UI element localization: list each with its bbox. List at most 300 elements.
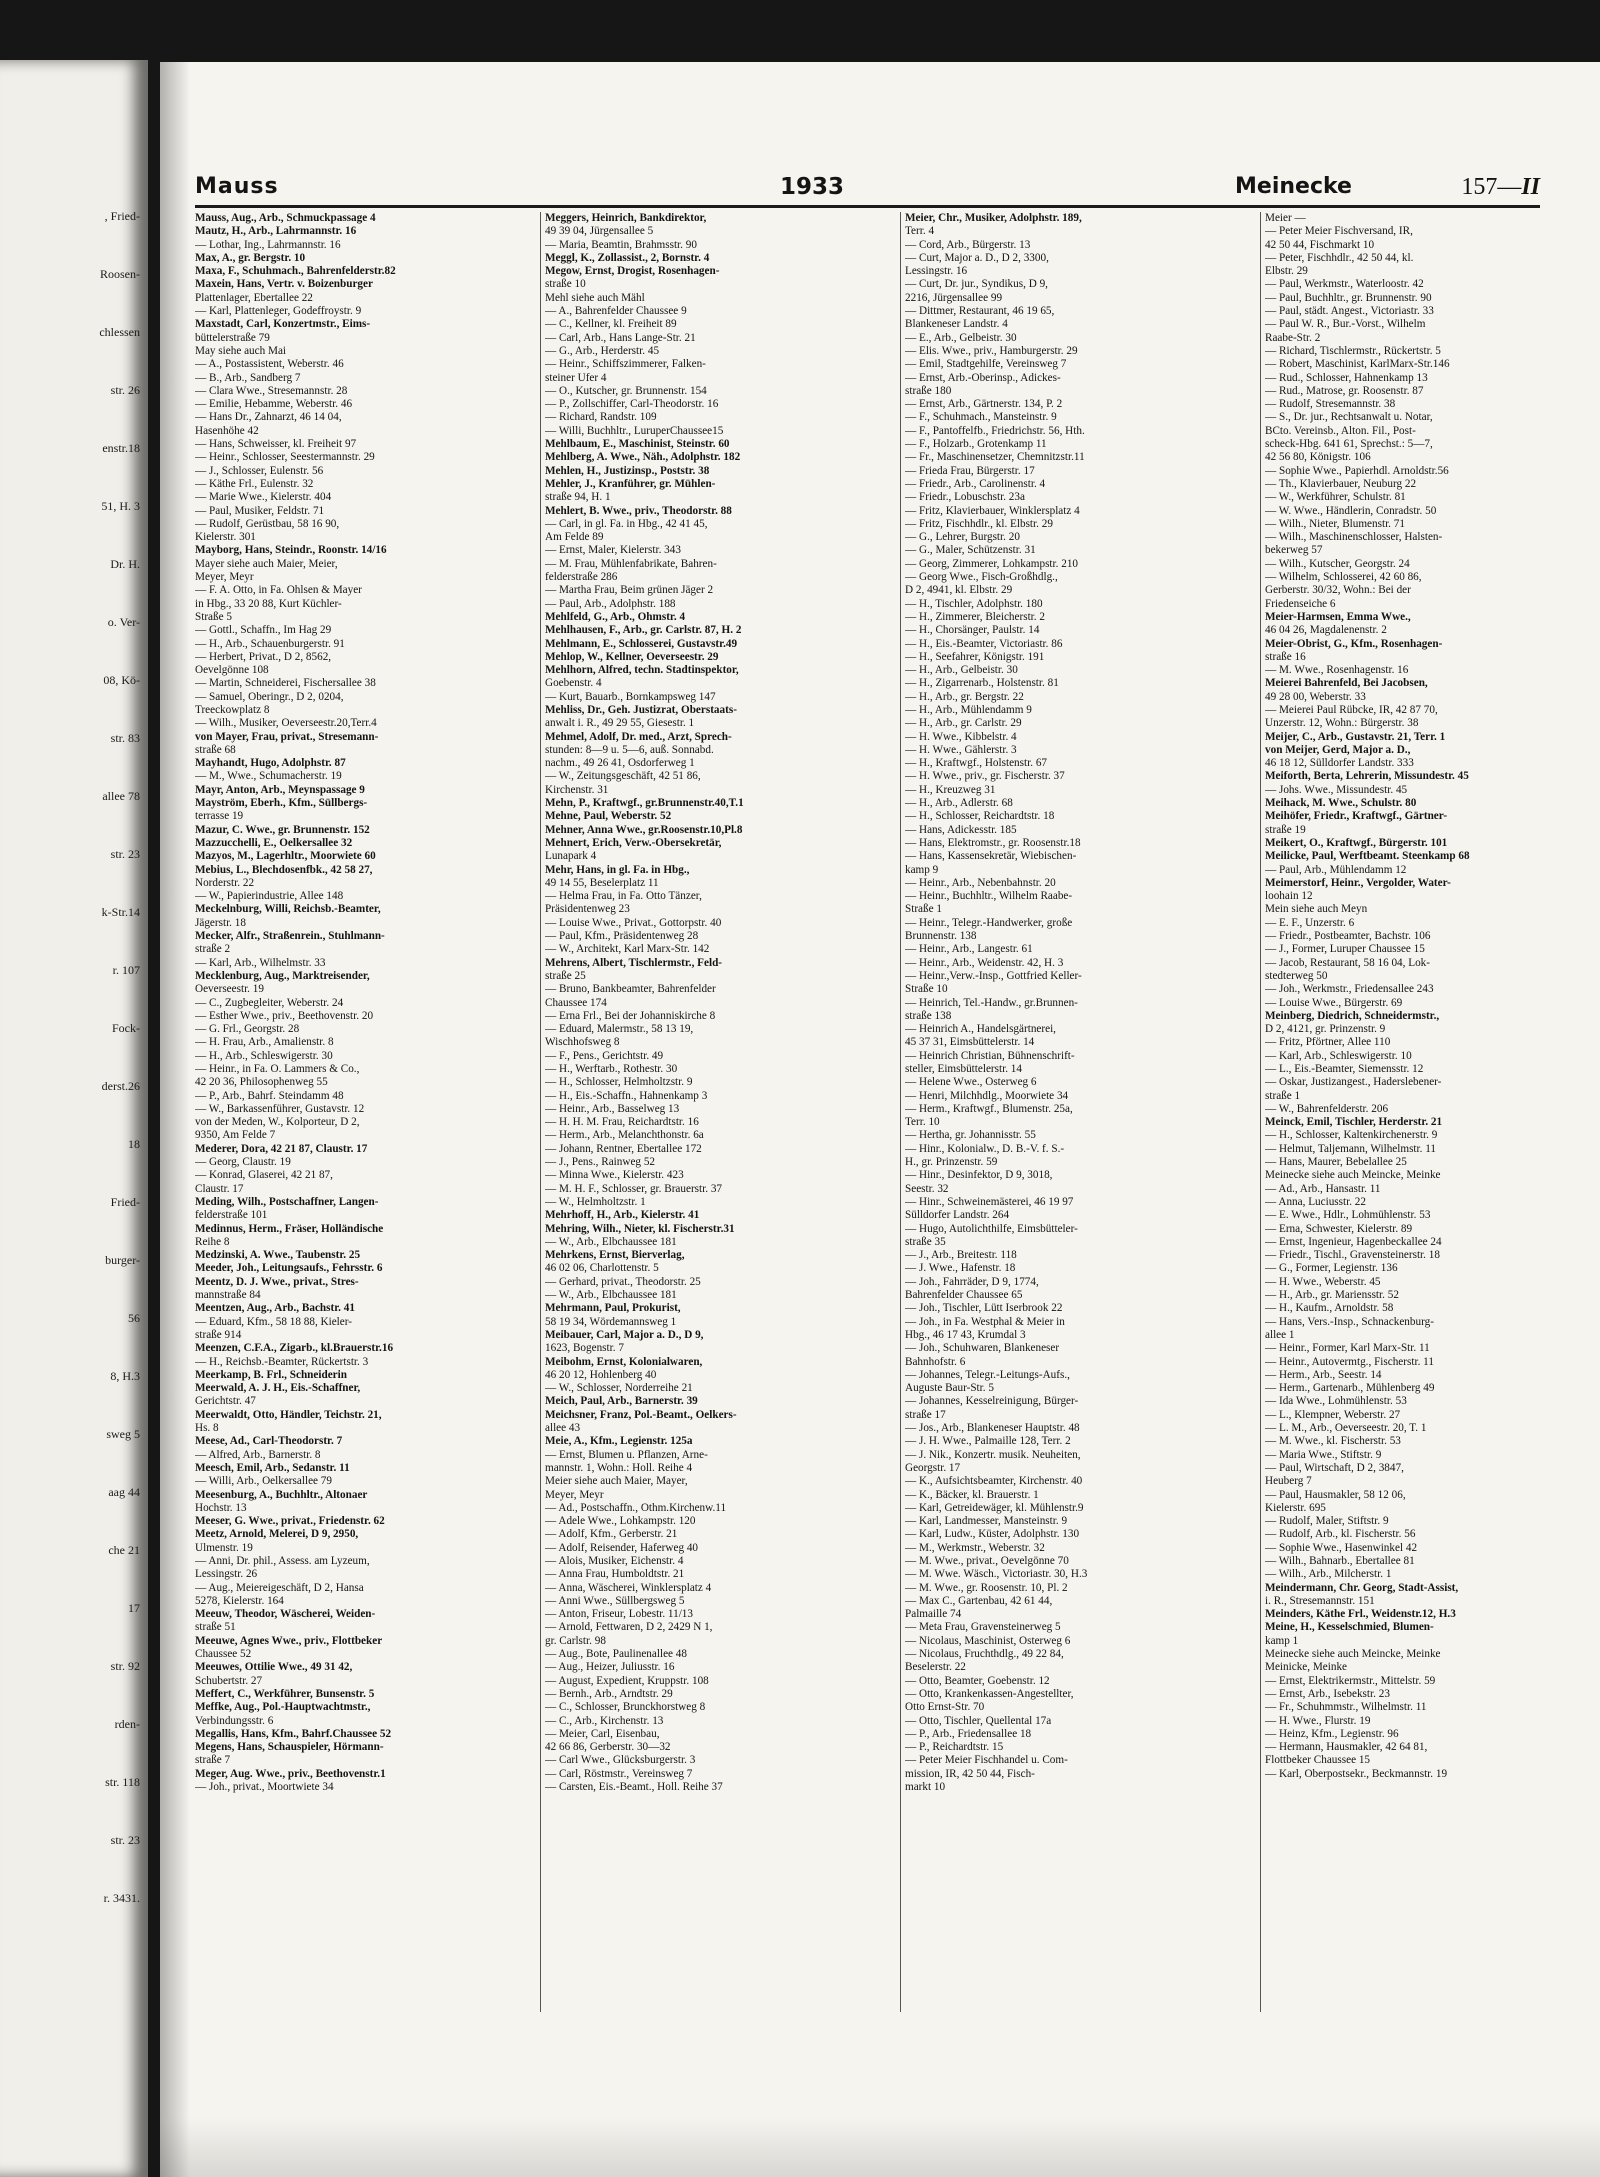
directory-entry: — H., Zimmerer, Bleicherstr. 2 [905,610,1045,623]
directory-entry: — W. Wwe., Händlerin, Conradstr. 50 [1265,504,1437,517]
directory-entry: — Otto, Beamter, Goebenstr. 12 [905,1674,1050,1687]
directory-entry: Meier-Harmsen, Emma Wwe., [1265,610,1411,623]
directory-entry: straße 19 [1265,823,1306,836]
directory-entry: — Friedr., Arb., Carolinenstr. 4 [905,477,1046,490]
directory-entry: mannstr. 1, Wohn.: Holl. Reihe 4 [545,1461,693,1474]
directory-entry: — Friedr., Postbeamter, Bachstr. 106 [1265,930,1431,943]
directory-entry: terrasse 19 [195,810,244,823]
directory-entry: — M. Frau, Mühlenfabrikate, Bahren- [545,557,717,570]
directory-entry: straße 51 [195,1621,236,1634]
left-page-fragment: 8, H.3 [110,1369,140,1383]
directory-entry: — Ad., Arb., Hansastr. 11 [1265,1182,1381,1195]
directory-entry: — Helene Wwe., Osterweg 6 [905,1076,1037,1089]
directory-entry: — Heinr., Arb., Weidenstr. 42, H. 3 [905,956,1064,969]
directory-entry: — W., Zeitungsgeschäft, 42 51 86, [545,770,701,783]
directory-entry: — Paul, städt. Angest., Victoriastr. 33 [1265,305,1434,318]
directory-entry: — Sophie Wwe., Papierhdl. Arnoldstr.56 [1265,464,1449,477]
directory-entry: Hasenhöhe 42 [195,424,259,437]
directory-entry: — W., Arb., Elbchaussee 181 [545,1289,677,1302]
left-page-fragment: 56 [128,1311,140,1325]
directory-entry: allee 43 [545,1422,581,1435]
directory-entry: — Georg, Zimmerer, Lohkampstr. 210 [905,557,1079,570]
directory-entry: — Arnold, Fettwaren, D 2, 2429 N 1, [545,1621,713,1634]
directory-entry: stedterweg 50 [1265,969,1328,982]
directory-entry: Lessingstr. 26 [195,1568,258,1581]
directory-entry: Mehl siehe auch Mähl [545,291,645,304]
directory-entry: — H., Schlosser, Helmholtzstr. 9 [545,1076,693,1089]
directory-entry: — Helmut, Taljemann, Wilhelmstr. 11 [1265,1142,1437,1155]
left-page-fragment: 08, Kö- [103,673,140,687]
directory-entry: — Anna Frau, Humboldtstr. 21 [545,1568,685,1581]
left-page-edge [0,60,148,2177]
directory-entry: — C., Arb., Kirchenstr. 13 [545,1714,664,1727]
directory-entry: Jägerstr. 18 [195,916,246,929]
directory-entry: — J., Former, Luruper Chaussee 15 [1265,943,1425,956]
directory-entry: Bahnhofstr. 6 [905,1355,966,1368]
directory-entry: — Hinr., Desinfektor, D 9, 3018, [905,1169,1053,1182]
directory-entry: — Paul, Arb., Mühlendamm 12 [1265,863,1407,876]
directory-entry: Straße 10 [905,983,948,996]
directory-entry: — Hermann, Hausmakler, 42 64 81, [1265,1741,1428,1754]
directory-entry: — Anton, Friseur, Lobestr. 11/13 [545,1608,693,1621]
directory-entry: — Rudolf, Arb., kl. Fischerstr. 56 [1265,1528,1416,1541]
directory-entry: 49 28 00, Weberstr. 33 [1265,690,1366,703]
directory-entry: — Lothar, Ing., Lahrmannstr. 16 [195,238,341,251]
directory-entry: — F., Pens., Gerichtstr. 49 [545,1049,664,1062]
directory-entry: straße 138 [905,1009,952,1022]
directory-entry: — Karl, Landmesser, Mansteinstr. 9 [905,1515,1068,1528]
directory-entry: — W., Helmholtzstr. 1 [545,1195,646,1208]
left-page-fragment: str. 83 [110,731,140,745]
directory-entry: — E., Arb., Gelbeistr. 30 [905,331,1017,344]
directory-entry: — Th., Klavierbauer, Neuburg 22 [1265,477,1417,490]
directory-entry: — Gottl., Schaffn., Im Hag 29 [195,624,332,637]
left-page-fragment: Fried- [110,1195,140,1209]
directory-entry: Palmaille 74 [905,1608,962,1621]
directory-entry: — Heinr., Schlosser, Seestermannstr. 29 [195,451,375,464]
directory-entry: Mautz, H., Arb., Lahrmannstr. 16 [195,225,357,238]
directory-entry: — C., Kellner, kl. Freiheit 89 [545,318,677,331]
directory-entry: — J. Wwe., Hafenstr. 18 [905,1262,1016,1275]
directory-entry: — Paul, Arb., Adolphstr. 188 [545,597,676,610]
directory-entry: — Hans, Vers.-Insp., Schnackenburg- [1265,1315,1434,1328]
directory-entry: — J., Arb., Breitestr. 118 [905,1249,1017,1262]
directory-entry: 46 04 26, Magdalenenstr. 2 [1265,624,1387,637]
directory-entry: 46 20 12, Hohlenberg 40 [545,1368,657,1381]
directory-entry: — F. A. Otto, in Fa. Ohlsen & Mayer [195,584,362,597]
directory-entry: Mebius, L., Blechdosenfbk., 42 58 27, [195,863,373,876]
directory-entry: — Hans, Elektromstr., gr. Roosenstr.18 [905,836,1081,849]
directory-entry: — Willi, Buchhltr., LuruperChaussee15 [545,424,724,437]
directory-entry: — Alfred, Arb., Barnerstr. 8 [195,1448,321,1461]
directory-entry: Terr. 4 [905,225,935,238]
directory-entry: Meine, H., Kesselschmied, Blumen- [1265,1621,1434,1634]
directory-entry: felderstraße 101 [195,1209,268,1222]
directory-entry: — Henri, Milchhdlg., Moorwiete 34 [905,1089,1069,1102]
directory-entry: — H., Tischler, Adolphstr. 180 [905,597,1043,610]
directory-entry: Reihe 8 [195,1235,230,1248]
directory-entry: Mehrmann, Paul, Prokurist, [545,1302,681,1315]
directory-entry: — L. M., Arb., Oeverseestr. 20, T. 1 [1265,1422,1427,1435]
left-page-fragment: derst.26 [101,1079,140,1093]
left-page-fragment: str. 23 [110,847,140,861]
directory-entry: — Hinr., Kolonialw., D. B.-V. f. S.- [905,1142,1065,1155]
directory-entry: Mauss, Aug., Arb., Schmuckpassage 4 [195,212,376,224]
directory-entry: Meindermann, Chr. Georg, Stadt-Assist, [1265,1581,1459,1594]
directory-entry: — Joh., Tischler, Lütt Iserbrook 22 [905,1302,1063,1315]
directory-entry: — Rudolf, Stresemannstr. 38 [1265,398,1396,411]
left-page-fragment: enstr.18 [102,441,140,455]
directory-entry: Mehring, Wilh., Nieter, kl. Fischerstr.31 [545,1222,735,1235]
directory-entry: straße 180 [905,384,952,397]
directory-entry: — Herm., Kraftwgf., Blumenstr. 25a, [905,1102,1073,1115]
directory-entry: — P., Arb., Bahrf. Steindamm 48 [195,1089,344,1102]
directory-entry: Bahrenfelder Chaussee 65 [905,1289,1023,1302]
directory-entry: — Wilhelm, Schlosserei, 42 60 86, [1265,571,1422,584]
directory-entry: Meich, Paul, Arb., Barnerstr. 39 [545,1395,698,1408]
directory-entry: — Paul, Wirtschaft, D 2, 3847, [1265,1461,1404,1474]
directory-entry: — Heinr., Schiffszimmerer, Falken- [545,358,706,371]
directory-entry: — Meier, Carl, Eisenbau, [545,1727,660,1740]
directory-entry: — M. Wwe. Wäsch., Victoriastr. 30, H.3 [905,1568,1088,1581]
directory-entry: — Karl, Oberpostsekr., Beckmannstr. 19 [1265,1767,1448,1780]
directory-entry: Am Felde 89 [545,531,604,544]
directory-entry: — H., Arb., gr. Bergstr. 22 [905,690,1024,703]
directory-entry: — Johannes, Telegr.-Leitungs-Aufs., [905,1368,1070,1381]
directory-entry: — Hans Dr., Zahnarzt, 46 14 04, [195,411,342,424]
directory-entry: von der Meden, W., Kolporteur, D 2, [195,1116,360,1129]
directory-entry: — H., Arb., Mühlendamm 9 [905,703,1032,716]
directory-entry: — W., Architekt, Karl Marx-Str. 142 [545,943,710,956]
directory-entry: — Heinr., Telegr.-Handwerker, große [905,916,1073,929]
directory-entry: 42 66 86, Gerberstr. 30—32 [545,1741,671,1754]
directory-entry: — Aug., Meiereigeschäft, D 2, Hansa [195,1581,364,1594]
directory-entry: Heuberg 7 [1265,1475,1312,1488]
directory-entry: Beselerstr. 22 [905,1661,966,1674]
left-page-fragment: r. 3431. [103,1891,140,1905]
directory-entry: — Rud., Schlosser, Hahnenkamp 13 [1265,371,1428,384]
directory-entry: — Peter, Fischhdlr., 42 50 44, kl. [1265,251,1414,264]
directory-entry: — Sophie Wwe., Hasenwinkel 42 [1265,1541,1418,1554]
directory-entry: Hs. 8 [195,1422,219,1435]
directory-entry: — M., Wwe., Schumacherstr. 19 [195,770,342,783]
directory-entry: Mehlhausen, F., Arb., gr. Carlstr. 87, H. 2 [545,624,742,637]
directory-entry: straße 17 [905,1408,946,1421]
directory-entry: Verbindungsstr. 6 [195,1714,274,1727]
directory-entry: — Ad., Postschaffn., Othm.Kirchenw.11 [545,1501,727,1514]
directory-entry: — M. H. F., Schlosser, gr. Brauerstr. 37 [545,1182,723,1195]
directory-page [160,62,1600,2177]
directory-entry: — Dittmer, Restaurant, 46 19 65, [905,305,1055,318]
directory-entry: — Eduard, Malermstr., 58 13 19, [545,1023,694,1036]
directory-entry: D 2, 4121, gr. Prinzenstr. 9 [1265,1023,1386,1036]
directory-entry: — Anni, Dr. phil., Assess. am Lyzeum, [195,1554,370,1567]
directory-entry: — E. F., Unzerstr. 6 [1265,916,1355,929]
directory-entry: — Carl Wwe., Glücksburgerstr. 3 [545,1754,696,1767]
directory-entry: — Anna, Luciusstr. 22 [1265,1195,1366,1208]
directory-entry: — K., Bäcker, kl. Brauerstr. 1 [905,1488,1039,1501]
directory-entry: — Ernst, Ingenieur, Hagenbeckallee 24 [1265,1235,1442,1248]
directory-entry: markt 10 [905,1781,946,1794]
left-page-fragment: Dr. H. [110,557,140,571]
directory-entry: Oevelgönne 108 [195,664,269,677]
directory-entry: — Hans, Kassensekretär, Wiebischen- [905,850,1077,863]
directory-entry: — Friedr., Tischl., Gravensteinerstr. 18 [1265,1249,1440,1262]
directory-entry: — Joh., Fahrräder, D 9, 1774, [905,1275,1039,1288]
directory-entry: Meier-Obrist, G., Kfm., Rosenhagen- [1265,637,1443,650]
directory-entry: straße 94, H. 1 [545,491,611,504]
directory-entry: Meier — [1265,212,1306,224]
directory-entry: — Adele Wwe., Lohkampstr. 120 [545,1515,696,1528]
directory-entry: 9350, Am Felde 7 [195,1129,276,1142]
directory-entry: Blankeneser Landstr. 4 [905,318,1008,331]
directory-entry: — Ernst, Maler, Kielerstr. 343 [545,544,681,557]
directory-entry: 46 02 06, Charlottenstr. 5 [545,1262,659,1275]
directory-entry: — Samuel, Oberingr., D 2, 0204, [195,690,344,703]
directory-entry: — Hans, Maurer, Bebelallee 25 [1265,1156,1407,1169]
directory-entry: — Ernst, Elektrikermstr., Mittelstr. 59 [1265,1674,1436,1687]
directory-entry: — H., Zigarrenarb., Holstenstr. 81 [905,677,1059,690]
directory-entry: — H. Wwe., Gählerstr. 3 [905,743,1017,756]
page-number [1461,174,1540,201]
left-page-fragment: burger- [105,1253,140,1267]
directory-entry: — Rudolf, Gerüstbau, 58 16 90, [195,517,340,530]
directory-entry: — Joh., Werkmstr., Friedensallee 243 [1265,983,1434,996]
directory-entry: — H., Schlosser, Kaltenkirchenerstr. 9 [1265,1129,1438,1142]
directory-entry: büttelerstraße 79 [195,331,270,344]
directory-entry: — Willi, Arb., Oelkersallee 79 [195,1475,332,1488]
directory-entry: in Hbg., 33 20 88, Kurt Küchler- [195,597,342,610]
directory-entry: mannstraße 84 [195,1289,261,1302]
directory-entry: felderstraße 286 [545,571,618,584]
directory-entry: mission, IR, 42 50 44, Fisch- [905,1767,1035,1780]
directory-entry: Mehnert, Erich, Verw.-Obersekretär, [545,836,722,849]
directory-entry: Meerkamp, B. Frl., Schneiderin [195,1368,347,1381]
left-page-fragment: str. 26 [110,383,140,397]
directory-entry: straße 2 [195,943,231,956]
column-divider [900,212,901,2012]
directory-entry: Mayborg, Hans, Steindr., Roonstr. 14/16 [195,544,387,557]
directory-entry: bekerweg 57 [1265,544,1323,557]
directory-entry: — Fr., Maschinensetzer, Chemnitzstr.11 [905,451,1085,464]
directory-entry: Maxstadt, Carl, Konzertmstr., Eims- [195,318,371,331]
directory-entry: — J. Nik., Konzertr. musik. Neuheiten, [905,1448,1081,1461]
directory-entry: May siehe auch Mai [195,344,287,357]
directory-entry: Mayer siehe auch Maier, Meier, [195,557,338,570]
directory-entry: — E. Wwe., Hdlr., Lohmühlenstr. 53 [1265,1209,1431,1222]
directory-entry: BCto. Vereinsb., Alton. Fil., Post- [1265,424,1416,437]
directory-entry: — Carl, Röstmstr., Vereinsweg 7 [545,1767,693,1780]
directory-entry: — Peter Meier Fischversand, IR, [1265,225,1413,238]
directory-entry: Meerwald, A. J. H., Eis.-Schaffner, [195,1382,361,1395]
directory-entry: Plattenlager, Ebertallee 22 [195,291,313,304]
directory-entry: Mehrens, Albert, Tischlermstr., Feld- [545,956,723,969]
directory-entry: — Wilh., Kutscher, Georgstr. 24 [1265,557,1410,570]
directory-entry: Meilicke, Paul, Werftbeamt. Steenkamp 68 [1265,850,1470,863]
entries-column-4 [1265,212,1553,1781]
directory-entry: Unzerstr. 12, Wohn.: Bürgerstr. 38 [1265,717,1419,730]
directory-entry: Ulmenstr. 19 [195,1541,253,1554]
directory-entry: Meinecke siehe auch Meincke, Meinke [1265,1648,1441,1661]
directory-entry: Präsidentenweg 23 [545,903,630,916]
directory-entry: loohain 12 [1265,890,1313,903]
directory-entry: — Wilh., Bahnarb., Ebertallee 81 [1265,1554,1415,1567]
directory-entry: scheck-Hbg. 641 61, Sprechst.: 5—7, [1265,438,1433,451]
directory-entry: — Heinr., Arb., Basselweg 13 [545,1102,680,1115]
directory-entry: — Georg, Claustr. 19 [195,1156,291,1169]
directory-entry: — Karl, Plattenleger, Godeffroystr. 9 [195,305,362,318]
directory-entry: Meie, A., Kfm., Legienstr. 125a [545,1435,693,1448]
directory-entry: — P., Arb., Friedensallee 18 [905,1727,1032,1740]
directory-entry: H., gr. Prinzenstr. 59 [905,1156,998,1169]
directory-entry: — G., Maler, Schützenstr. 31 [905,544,1036,557]
directory-entry: Meggl, K., Zollassist., 2, Bornstr. 4 [545,251,710,264]
directory-entry: — H. Wwe., Weberstr. 45 [1265,1275,1381,1288]
directory-entry: — M. Wwe., Rosenhagenstr. 16 [1265,664,1409,677]
directory-entry: Medzinski, A. Wwe., Taubenstr. 25 [195,1249,361,1262]
directory-entry: — Friedr., Lobuschstr. 23a [905,491,1025,504]
directory-entry: — Wilh., Arb., Milcherstr. 1 [1265,1568,1392,1581]
directory-entry: — Heinr., Former, Karl Marx-Str. 11 [1265,1342,1430,1355]
directory-entry: — Curt, Dr. jur., Syndikus, D 9, [905,278,1048,291]
directory-entry: Mehler, J., Kranführer, gr. Mühlen- [545,477,716,490]
left-page-fragment: Fock- [112,1021,140,1035]
directory-entry: — H. Wwe., Kibbelstr. 4 [905,730,1017,743]
directory-entry: — M., Werkmstr., Weberstr. 32 [905,1541,1045,1554]
directory-entry: — Martha Frau, Beim grünen Jäger 2 [545,584,714,597]
directory-entry: — Herbert, Privat., D 2, 8562, [195,650,332,663]
directory-entry: — Paul, Buchhltr., gr. Brunnenstr. 90 [1265,291,1432,304]
directory-entry: Meihack, M. Wwe., Schulstr. 80 [1265,797,1417,810]
directory-entry: — Heinrich Christian, Bühnenschrift- [905,1049,1075,1062]
directory-entry: — Gerhard, privat., Theodorstr. 25 [545,1275,701,1288]
directory-entry: Meibohm, Ernst, Kolonialwaren, [545,1355,703,1368]
left-page-fragment: 18 [128,1137,140,1151]
directory-entry: — Adolf, Kfm., Gerberstr. 21 [545,1528,678,1541]
column-divider [540,212,541,2012]
directory-entry: — Fritz, Klavierbauer, Winklersplatz 4 [905,504,1080,517]
directory-entry: Hochstr. 13 [195,1501,247,1514]
directory-entry: steiner Ufer 4 [545,371,607,384]
directory-entry: Meinders, Käthe Frl., Weidenstr.12, H.3 [1265,1608,1456,1621]
directory-entry: Chaussee 52 [195,1648,252,1661]
directory-entry: — B., Arb., Sandberg 7 [195,371,301,384]
directory-entry: — Kurt, Bauarb., Bornkampsweg 147 [545,690,716,703]
directory-entry: Maxa, F., Schuhmach., Bahrenfelderstr.82 [195,265,396,278]
directory-entry: — Aug., Bote, Paulinenallee 48 [545,1648,687,1661]
directory-entry: — Carsten, Eis.-Beamt., Holl. Reihe 37 [545,1781,723,1794]
directory-entry: Mehrkens, Ernst, Bierverlag, [545,1249,685,1262]
directory-entry: — Wilh., Nieter, Blumenstr. 71 [1265,517,1405,530]
directory-entry: Max, A., gr. Bergstr. 10 [195,251,306,264]
directory-entry: — M. Wwe., privat., Oevelgönne 70 [905,1554,1069,1567]
directory-entry: — Richard, Randstr. 109 [545,411,657,424]
directory-entry: Meeuw, Theodor, Wäscherei, Weiden- [195,1608,376,1621]
directory-entry: Meeuwes, Ottilie Wwe., 49 31 42, [195,1661,353,1674]
directory-entry: — W., Schlosser, Norderreihe 21 [545,1382,693,1395]
directory-entry: — Aug., Heizer, Juliusstr. 16 [545,1661,675,1674]
directory-entry: — Hinr., Schweinemästerei, 46 19 97 [905,1195,1074,1208]
directory-entry: — H. Wwe., Flurstr. 19 [1265,1714,1371,1727]
directory-entry: D 2, 4941, kl. Elbstr. 29 [905,584,1013,597]
directory-entry: Mecklenburg, Aug., Marktreisender, [195,969,370,982]
header-year: 1933 [780,174,845,200]
directory-entry: straße 68 [195,743,236,756]
directory-entry: — A., Postassistent, Weberstr. 46 [195,358,344,371]
directory-entry: Medinnus, Herm., Fräser, Holländische [195,1222,384,1235]
directory-entry: Megallis, Hans, Kfm., Bahrf.Chaussee 52 [195,1727,392,1740]
directory-entry: Friedenseiche 6 [1265,597,1336,610]
header-right-keyword: Meinecke [1235,174,1352,199]
directory-entry: — H., Werftarb., Rothestr. 30 [545,1063,678,1075]
left-page-fragment: 17 [128,1601,140,1615]
directory-entry: — Nicolaus, Maschinist, Osterweg 6 [905,1634,1071,1647]
directory-entry: von Mayer, Frau, privat., Stresemann- [195,730,379,743]
directory-entry: — Max C., Gartenbau, 42 61 44, [905,1594,1053,1607]
directory-entry: — Johs. Wwe., Missundestr. 45 [1265,783,1408,796]
directory-entry: — Martin, Schneiderei, Fischersallee 38 [195,677,376,690]
directory-entry: — Heinrich, Tel.-Handw., gr.Brunnen- [905,996,1078,1009]
directory-entry: — H., Arb., Schleswigerstr. 30 [195,1049,333,1062]
directory-entry: — Karl, Ludw., Küster, Adolphstr. 130 [905,1528,1080,1541]
directory-entry: Meger, Aug. Wwe., priv., Beethovenstr.1 [195,1767,386,1780]
directory-entry: — M. Wwe., kl. Fischerstr. 53 [1265,1435,1401,1448]
directory-entry: — J., Pens., Rainweg 52 [545,1156,656,1169]
column-divider [1260,212,1261,2012]
directory-entry: — Heinz, Kfm., Legienstr. 96 [1265,1727,1399,1740]
directory-entry: — Meierei Paul Rübcke, IR, 42 87 70, [1265,703,1438,716]
directory-entry: Mein siehe auch Meyn [1265,903,1368,916]
directory-entry: — F., Pantoffelfb., Friedrichstr. 56, Hth. [905,424,1085,437]
directory-entry: — Emilie, Hebamme, Weberstr. 46 [195,398,353,411]
directory-entry: 49 14 55, Beselerplatz 11 [545,876,659,889]
directory-entry: kamp 1 [1265,1634,1299,1647]
directory-entry: Seestr. 32 [905,1182,949,1195]
directory-entry: — Nicolaus, Fruchthdlg., 49 22 84, [905,1648,1064,1661]
directory-entry: — Ernst, Arb., Isebekstr. 23 [1265,1687,1390,1700]
directory-entry: Auguste Baur-Str. 5 [905,1382,994,1395]
directory-entry: — Jos., Arb., Blankeneser Hauptstr. 48 [905,1422,1080,1435]
directory-entry: — H. Wwe., priv., gr. Fischerstr. 37 [905,770,1065,783]
directory-entry: Meyer, Meyr [195,571,254,584]
directory-entry: — M. Wwe., gr. Roosenstr. 10, Pl. 2 [905,1581,1068,1594]
directory-entry: — G., Former, Legienstr. 136 [1265,1262,1398,1275]
directory-entry: Mehlmann, E., Schlosserei, Gustavstr.49 [545,637,738,650]
directory-entry: straße 35 [905,1235,946,1248]
directory-entry: — Heinr., Autovermtg., Fischerstr. 11 [1265,1355,1434,1368]
page-number-roman: II [1521,174,1540,200]
directory-entry: — W., Bahrenfelderstr. 206 [1265,1102,1389,1115]
left-page-fragment: 51, H. 3 [101,499,140,513]
directory-entry: — J. H. Wwe., Palmaille 128, Terr. 2 [905,1435,1071,1448]
directory-entry: — P., Reichardtstr. 15 [905,1741,1004,1754]
directory-entry: — Heinr., Arb., Nebenbahnstr. 20 [905,876,1056,889]
directory-entry: Kirchenstr. 31 [545,783,609,796]
directory-entry: Kielerstr. 695 [1265,1501,1326,1514]
left-page-fragment: k-Str.14 [101,905,140,919]
directory-entry: Raabe-Str. 2 [1265,331,1321,344]
directory-entry: Straße 5 [195,610,232,623]
directory-entry: Mayr, Anton, Arb., Meynspassage 9 [195,783,365,796]
directory-entry: — Hertha, gr. Johannisstr. 55 [905,1129,1036,1142]
directory-entry: Mehlert, B. Wwe., priv., Theodorstr. 88 [545,504,732,517]
directory-entry: — Ernst, Blumen u. Pflanzen, Arne- [545,1448,708,1461]
directory-entry: Gerichtstr. 47 [195,1395,256,1408]
directory-entry: Meijer, C., Arb., Gustavstr. 21, Terr. 1 [1265,730,1446,743]
directory-entry: Meesch, Emil, Arb., Sedanstr. 11 [195,1461,350,1474]
directory-entry: — W., Barkassenführer, Gustavstr. 12 [195,1102,365,1115]
directory-entry: — A., Bahrenfelder Chaussee 9 [545,305,687,318]
